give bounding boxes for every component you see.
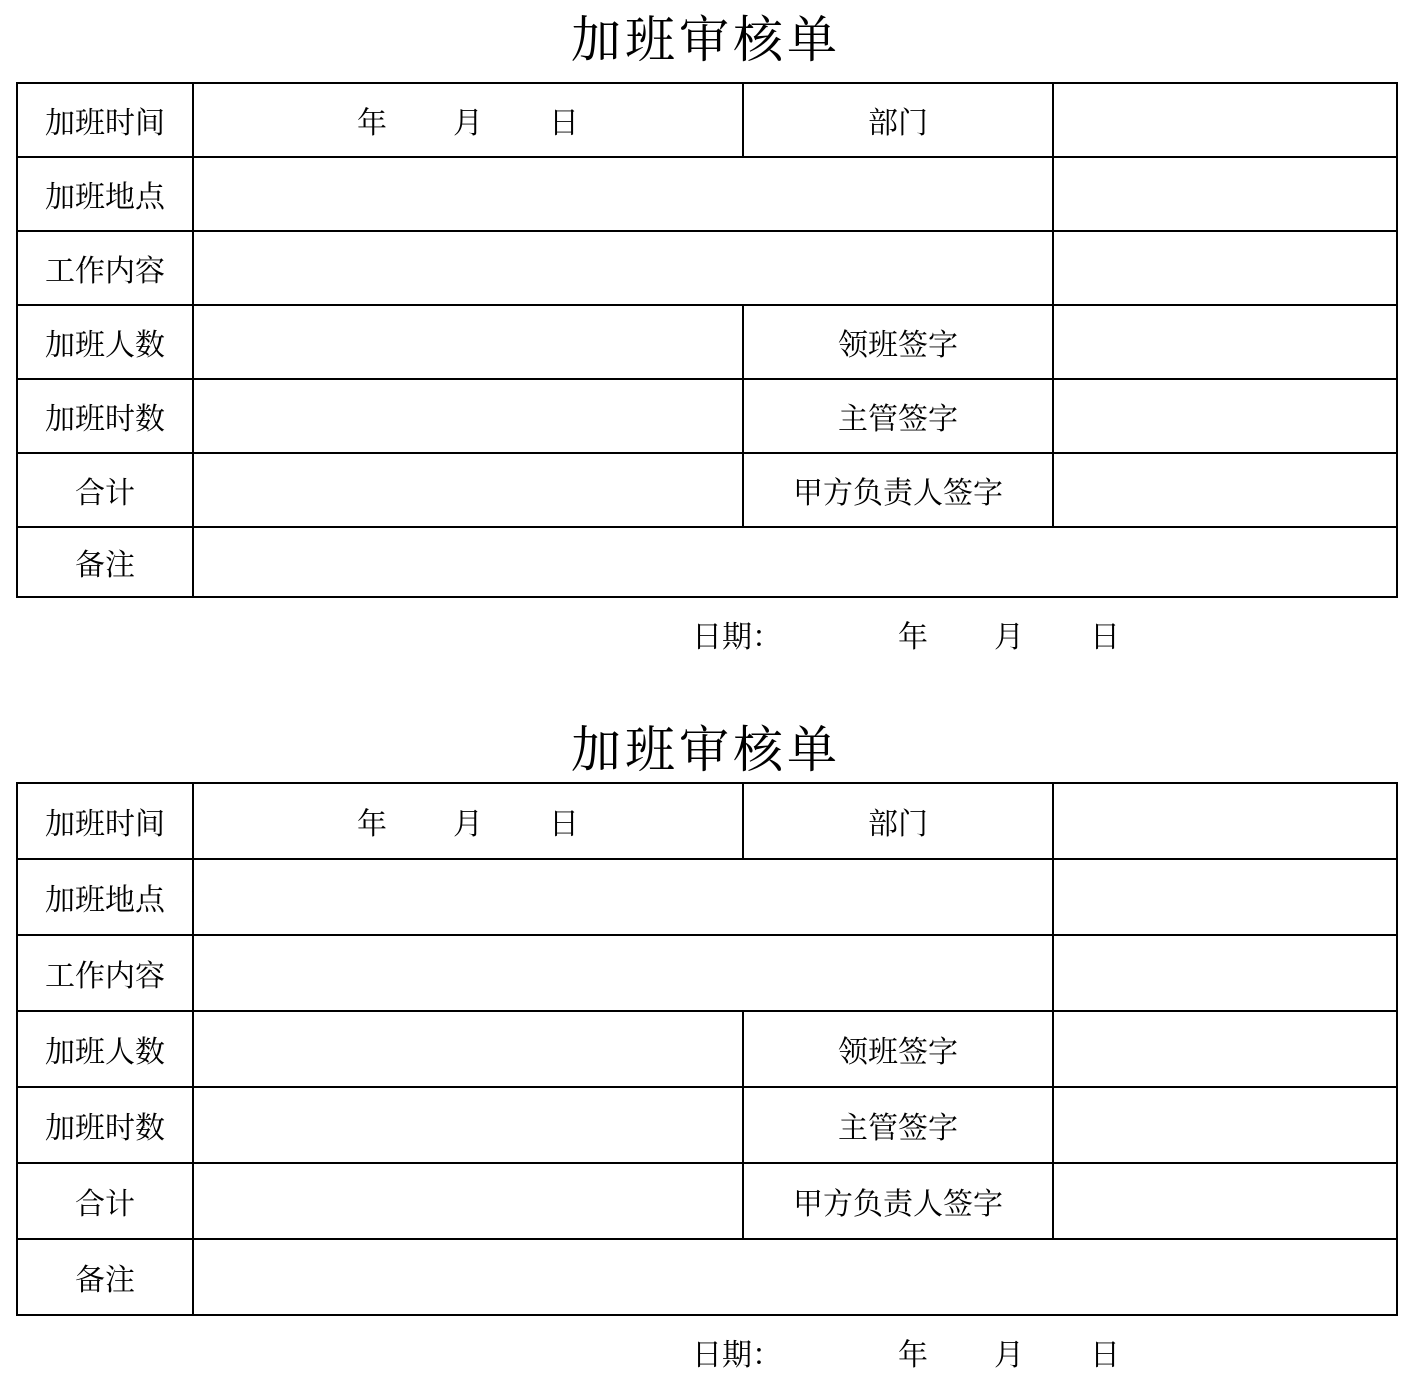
footer-year-label: 年: [898, 1338, 928, 1373]
overtime-hours-field[interactable]: [193, 1087, 743, 1163]
label-overtime-time: 加班时间: [17, 83, 193, 157]
label-leader-signature: 领班签字: [743, 1011, 1053, 1087]
overtime-date-field[interactable]: [193, 83, 743, 157]
date-year-label: 年: [357, 106, 387, 141]
label-remark: 备注: [17, 527, 193, 597]
date-year-label: 年: [357, 807, 387, 842]
overtime-table: [16, 82, 1398, 598]
row-remark: [17, 527, 1397, 597]
row-overtime-people: [17, 1011, 1397, 1087]
row-work-content: [17, 231, 1397, 305]
label-work-content: 工作内容: [17, 231, 193, 305]
department-field[interactable]: [1053, 783, 1397, 859]
footer-month-label: 月: [994, 620, 1024, 655]
row-overtime-time: [17, 83, 1397, 157]
work-content-extra-field[interactable]: [1053, 935, 1397, 1011]
label-remark: 备注: [17, 1239, 193, 1315]
overtime-date-field[interactable]: [193, 783, 743, 859]
client-signature-field[interactable]: [1053, 453, 1397, 527]
label-department: 部门: [743, 83, 1053, 157]
date-month-label: 月: [453, 106, 483, 141]
row-total: [17, 453, 1397, 527]
row-overtime-hours: [17, 1087, 1397, 1163]
date-month-label: 月: [453, 807, 483, 842]
total-field[interactable]: [193, 453, 743, 527]
remark-field[interactable]: [193, 1239, 1397, 1315]
overtime-hours-field[interactable]: [193, 379, 743, 453]
label-supervisor-signature: 主管签字: [743, 1087, 1053, 1163]
overtime-place-extra-field[interactable]: [1053, 157, 1397, 231]
row-overtime-time: [17, 783, 1397, 859]
footer-date: [692, 618, 1120, 658]
total-field[interactable]: [193, 1163, 743, 1239]
footer-month-label: 月: [994, 1338, 1024, 1373]
overtime-people-field[interactable]: [193, 1011, 743, 1087]
row-work-content: [17, 935, 1397, 1011]
label-overtime-place: 加班地点: [17, 859, 193, 935]
label-overtime-people: 加班人数: [17, 305, 193, 379]
date-day-label: 日: [549, 106, 579, 141]
label-overtime-hours: 加班时数: [17, 379, 193, 453]
footer-date: [692, 1336, 1120, 1376]
label-overtime-hours: 加班时数: [17, 1087, 193, 1163]
overtime-table: [16, 782, 1398, 1316]
supervisor-signature-field[interactable]: [1053, 1087, 1397, 1163]
label-supervisor-signature: 主管签字: [743, 379, 1053, 453]
footer-date-label: 日期：: [692, 620, 782, 655]
client-signature-field[interactable]: [1053, 1163, 1397, 1239]
footer-day-label: 日: [1090, 620, 1120, 655]
footer-year-label: 年: [898, 620, 928, 655]
overtime-people-field[interactable]: [193, 305, 743, 379]
row-overtime-place: [17, 157, 1397, 231]
row-remark: [17, 1239, 1397, 1315]
remark-field[interactable]: [193, 527, 1397, 597]
row-overtime-hours: [17, 379, 1397, 453]
leader-signature-field[interactable]: [1053, 305, 1397, 379]
label-overtime-place: 加班地点: [17, 157, 193, 231]
row-total: [17, 1163, 1397, 1239]
department-field[interactable]: [1053, 83, 1397, 157]
overtime-place-field[interactable]: [193, 859, 1053, 935]
label-leader-signature: 领班签字: [743, 305, 1053, 379]
date-day-label: 日: [549, 807, 579, 842]
footer-day-label: 日: [1090, 1338, 1120, 1373]
label-overtime-time: 加班时间: [17, 783, 193, 859]
work-content-field[interactable]: [193, 231, 1053, 305]
label-client-signature: 甲方负责人签字: [743, 453, 1053, 527]
label-total: 合计: [17, 453, 193, 527]
form-title: 加班审核单: [571, 721, 841, 779]
label-overtime-people: 加班人数: [17, 1011, 193, 1087]
form-title: 加班审核单: [571, 11, 841, 69]
label-client-signature: 甲方负责人签字: [743, 1163, 1053, 1239]
row-overtime-place: [17, 859, 1397, 935]
label-department: 部门: [743, 783, 1053, 859]
row-overtime-people: [17, 305, 1397, 379]
work-content-field[interactable]: [193, 935, 1053, 1011]
leader-signature-field[interactable]: [1053, 1011, 1397, 1087]
label-work-content: 工作内容: [17, 935, 193, 1011]
footer-date-label: 日期：: [692, 1338, 782, 1373]
label-total: 合计: [17, 1163, 193, 1239]
overtime-place-extra-field[interactable]: [1053, 859, 1397, 935]
overtime-place-field[interactable]: [193, 157, 1053, 231]
supervisor-signature-field[interactable]: [1053, 379, 1397, 453]
work-content-extra-field[interactable]: [1053, 231, 1397, 305]
